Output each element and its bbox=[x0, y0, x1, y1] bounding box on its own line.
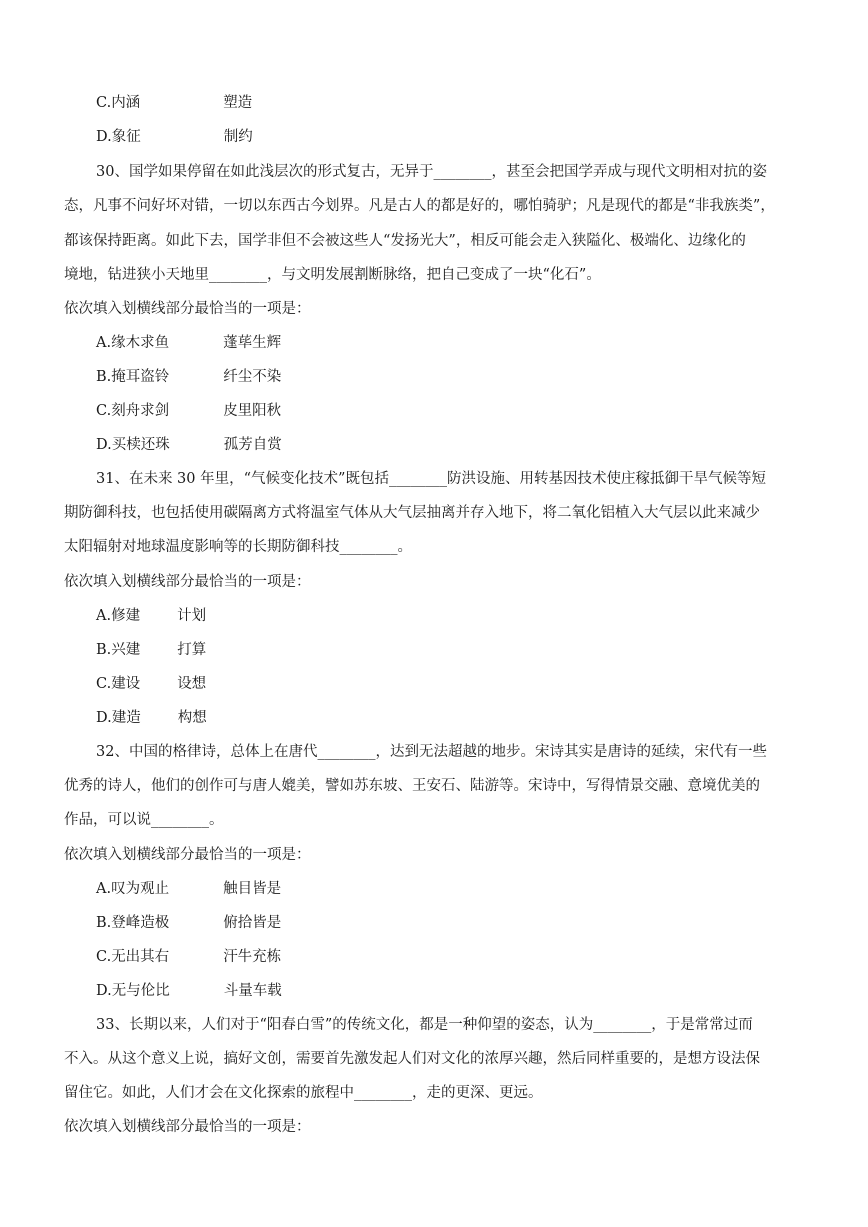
option-first-word: 兴建 bbox=[111, 642, 141, 658]
q29-option-d bbox=[96, 127, 253, 147]
option-second-word: 斗量车载 bbox=[223, 983, 282, 999]
q31-option-d bbox=[96, 708, 207, 728]
option-letter: B. bbox=[96, 642, 112, 658]
q30-stem-line-1: 30、国学如果停留在如此浅层次的形式复古，无异于________，甚至会把国学弄成与现代文明相对抗的姿 bbox=[96, 164, 767, 180]
option-letter: D. bbox=[96, 710, 112, 726]
option-letter: D. bbox=[96, 129, 112, 145]
q32-option-c bbox=[96, 947, 281, 967]
option-letter: D. bbox=[96, 983, 112, 999]
option-first-word: 无出其右 bbox=[111, 949, 170, 965]
option-letter: A. bbox=[96, 335, 112, 351]
q33-stem-line-1: 33、长期以来，人们对于“阳春白雪”的传统文化，都是一种仰望的姿态，认为________，于是常常过而 bbox=[96, 1017, 753, 1033]
q32-stem-line-1: 32、中国的格律诗，总体上在唐代________，达到无法超越的地步。宋诗其实是唐诗的延续，宋代有一些 bbox=[96, 744, 767, 760]
option-second-word: 塑造 bbox=[223, 95, 253, 111]
option-first-word: 内涵 bbox=[111, 95, 141, 111]
q31-stem-line-3: 太阳辐射对地球温度影响等的长期防御科技________。 bbox=[64, 539, 412, 555]
q31-option-a bbox=[96, 606, 206, 626]
option-letter: D. bbox=[96, 437, 112, 453]
option-second-word: 计划 bbox=[177, 608, 207, 624]
option-second-word: 俯拾皆是 bbox=[223, 915, 282, 931]
option-first-word: 登峰造极 bbox=[111, 915, 170, 931]
q30-option-b bbox=[96, 367, 281, 387]
option-first-word: 刻舟求剑 bbox=[111, 403, 170, 419]
option-second-word: 皮里阳秋 bbox=[223, 403, 282, 419]
q32-stem-line-2: 优秀的诗人，他们的创作可与唐人媲美，譬如苏东坡、王安石、陆游等。宋诗中，写得情景交融、意境优美的 bbox=[64, 778, 760, 794]
option-letter: C. bbox=[96, 949, 112, 965]
q33-stem-line-3: 留住它。如此，人们才会在文化探索的旅程中________，走的更深、更远。 bbox=[64, 1085, 543, 1101]
q31-stem-line-2: 期防御科技，也包括使用碳隔离方式将温室气体从大气层抽离并存入地下，将二氧化铝植入大气层以此来减少 bbox=[64, 505, 760, 521]
q32-option-a bbox=[96, 879, 281, 899]
option-letter: C. bbox=[96, 403, 112, 419]
q32-option-b bbox=[96, 913, 281, 933]
option-second-word: 纤尘不染 bbox=[223, 369, 282, 385]
option-second-word: 制约 bbox=[223, 129, 253, 145]
q32-option-d bbox=[96, 981, 282, 1001]
option-letter: A. bbox=[96, 881, 112, 897]
option-first-word: 建造 bbox=[111, 710, 141, 726]
q33-prompt: 依次填入划横线部分最恰当的一项是： bbox=[64, 1119, 311, 1135]
option-first-word: 象征 bbox=[111, 129, 141, 145]
q31-option-b bbox=[96, 640, 206, 660]
q30-stem-line-3: 都该保持距离。如此下去，国学非但不会被这些人“发扬光大”，相反可能会走入狭隘化、极端化、边缘化的 bbox=[64, 233, 746, 249]
option-second-word: 构想 bbox=[177, 710, 207, 726]
option-first-word: 买椟还珠 bbox=[111, 437, 170, 453]
q31-prompt: 依次填入划横线部分最恰当的一项是： bbox=[64, 574, 311, 590]
q30-option-a bbox=[96, 333, 281, 353]
option-second-word: 汗牛充栋 bbox=[223, 949, 282, 965]
option-second-word: 触目皆是 bbox=[223, 881, 282, 897]
q31-option-c bbox=[96, 674, 206, 694]
q30-stem-line-2: 态，凡事不问好坏对错，一切以东西古今划界。凡是古人的都是好的，哪怕骑驴；凡是现代的都是“非我族类”， bbox=[64, 198, 775, 214]
q32-stem-line-3: 作品，可以说________。 bbox=[64, 812, 224, 828]
option-letter: B. bbox=[96, 915, 112, 931]
q30-option-c bbox=[96, 401, 281, 421]
option-letter: C. bbox=[96, 676, 112, 692]
option-second-word: 蓬荜生辉 bbox=[223, 335, 282, 351]
option-first-word: 修建 bbox=[111, 608, 141, 624]
option-letter: B. bbox=[96, 369, 112, 385]
option-second-word: 孤芳自赏 bbox=[223, 437, 282, 453]
option-first-word: 缘木求鱼 bbox=[111, 335, 170, 351]
q30-stem-line-4: 境地，钻进狭小天地里________，与文明发展割断脉络，把自己变成了一块“化石”。 bbox=[64, 267, 601, 283]
q33-stem-line-2: 不入。从这个意义上说，搞好文创，需要首先激发起人们对文化的浓厚兴趣，然后同样重要的，是想方设法保 bbox=[64, 1051, 760, 1067]
option-first-word: 无与伦比 bbox=[111, 983, 170, 999]
q32-prompt: 依次填入划横线部分最恰当的一项是： bbox=[64, 847, 311, 863]
q29-option-c bbox=[96, 93, 252, 113]
option-first-word: 建设 bbox=[111, 676, 141, 692]
option-first-word: 叹为观止 bbox=[111, 881, 170, 897]
q30-prompt: 依次填入划横线部分最恰当的一项是： bbox=[64, 301, 311, 317]
option-second-word: 打算 bbox=[177, 642, 207, 658]
q31-stem-line-1: 31、在未来 30 年里，“气候变化技术”既包括________防洪设施、用转基因技术使庄稼抵御干旱气候等短 bbox=[96, 471, 766, 487]
option-second-word: 设想 bbox=[177, 676, 207, 692]
option-letter: C. bbox=[96, 95, 112, 111]
option-letter: A. bbox=[96, 608, 112, 624]
q30-option-d bbox=[96, 435, 282, 455]
option-first-word: 掩耳盗铃 bbox=[111, 369, 170, 385]
